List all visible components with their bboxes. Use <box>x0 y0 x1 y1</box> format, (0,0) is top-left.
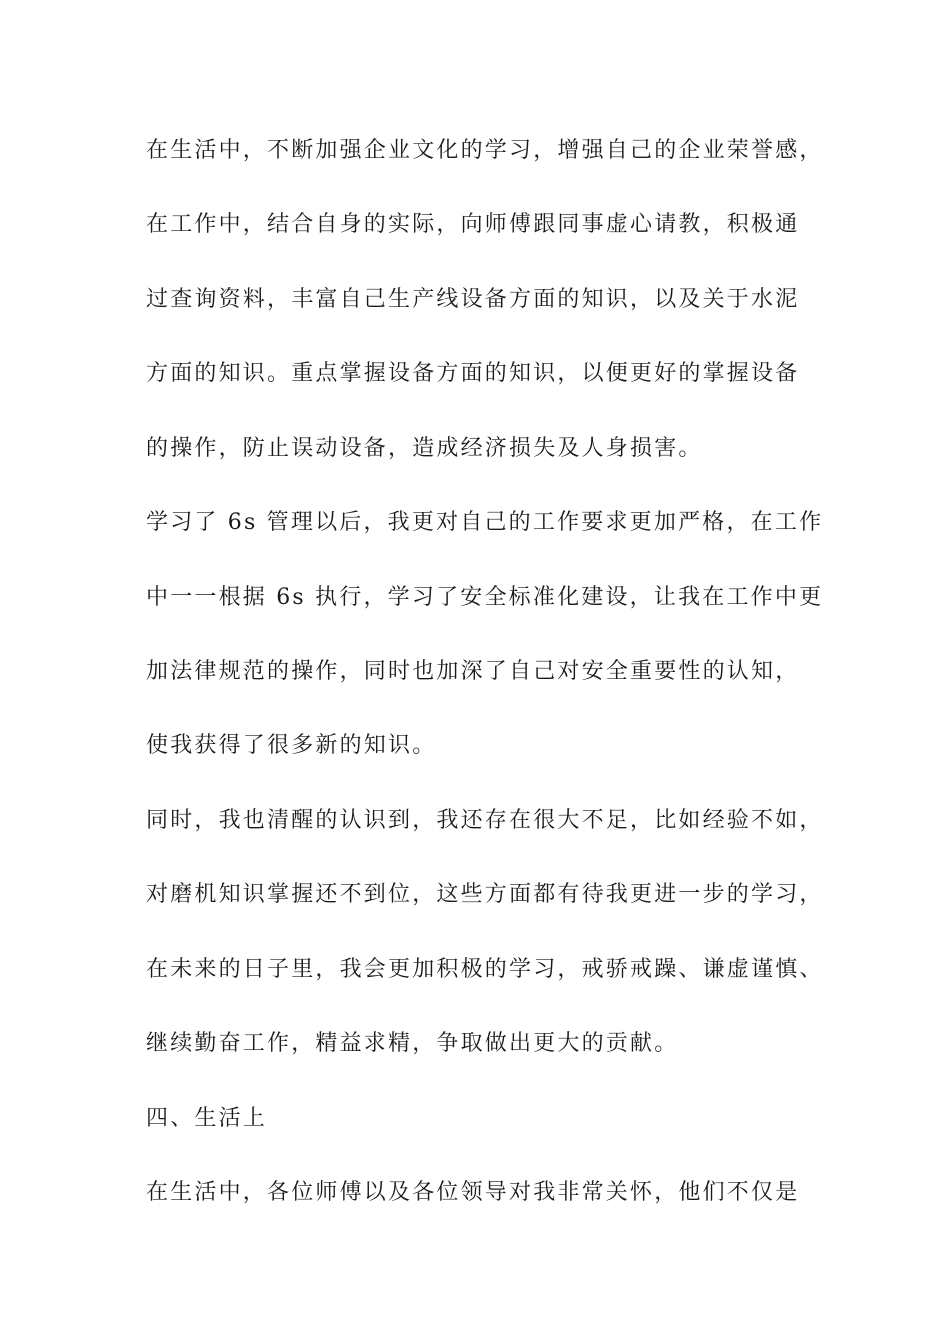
text-line: 使我获得了很多新的知识。 <box>146 733 437 758</box>
text-line: 在未来的日子里，我会更加积极的学习，戒骄戒躁、谦虚谨慎、 <box>146 957 824 982</box>
text-line: 在工作中，结合自身的实际，向师傅跟同事虚心请教，积极通 <box>146 212 800 237</box>
text-line: 方面的知识。重点掌握设备方面的知识，以便更好的掌握设备 <box>146 361 800 386</box>
text-line: 同时，我也清醒的认识到，我还存在很大不足，比如经验不如， <box>146 808 824 833</box>
text-line: 在生活中，各位师傅以及各位领导对我非常关怀，他们不仅是 <box>146 1180 800 1205</box>
text-line: 中一一根据 6s 执行，学习了安全标准化建设，让我在工作中更 <box>146 585 824 610</box>
section-heading: 四、生活上 <box>146 1106 268 1131</box>
text-line: 在生活中，不断加强企业文化的学习，增强自己的企业荣誉感， <box>146 138 824 163</box>
text-line: 继续勤奋工作，精益求精，争取做出更大的贡献。 <box>146 1031 679 1056</box>
text-line: 的操作，防止误动设备，造成经济损失及人身损害。 <box>146 436 703 461</box>
text-line: 加法律规范的操作，同时也加深了自己对安全重要性的认知， <box>146 659 800 684</box>
text-line: 过查询资料，丰富自己生产线设备方面的知识，以及关于水泥 <box>146 287 800 312</box>
text-line: 学习了 6s 管理以后，我更对自己的工作要求更加严格，在工作 <box>146 510 824 535</box>
text-line: 对磨机知识掌握还不到位，这些方面都有待我更进一步的学习， <box>146 882 824 907</box>
